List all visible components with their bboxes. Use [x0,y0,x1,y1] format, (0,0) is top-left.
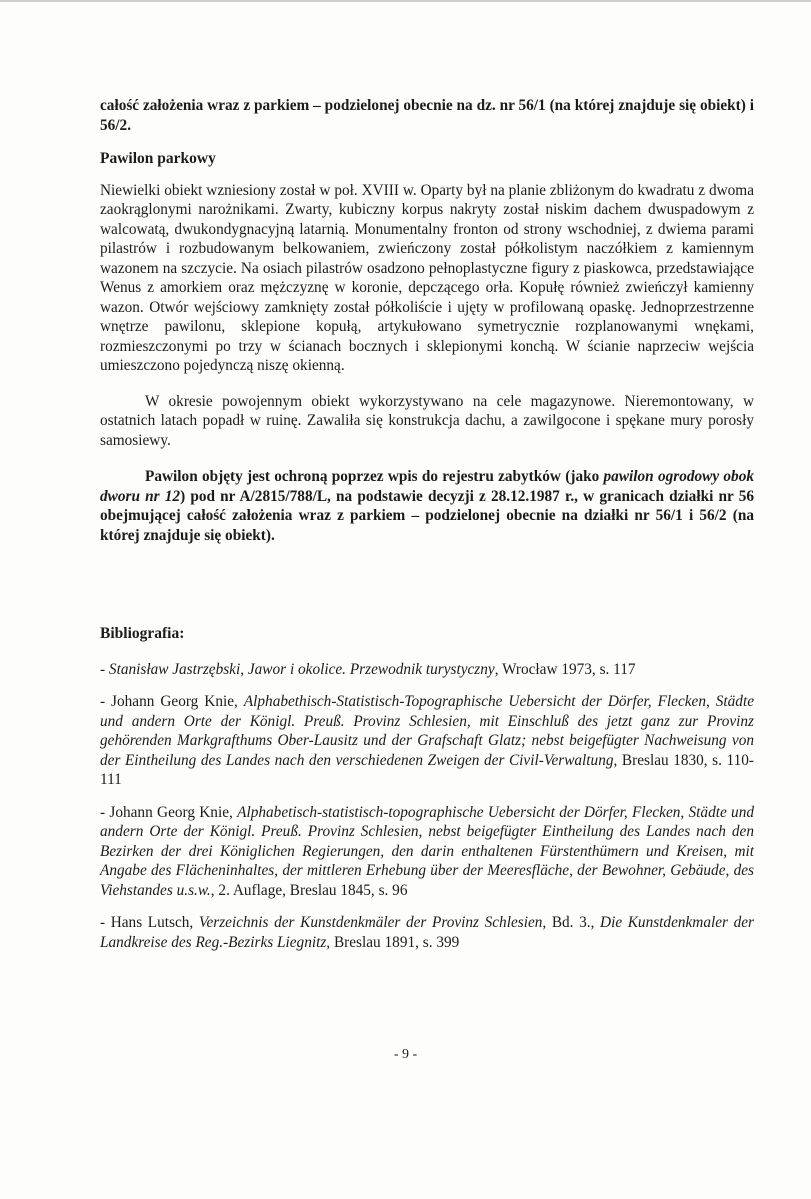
protection-paragraph [100,467,754,545]
bib-entry-prefix: - [100,660,109,678]
bib-entry-suffix: , Wrocław 1973, s. 117 [494,660,636,678]
intro-paragraph: całość założenia wraz z parkiem – podzielonej obecnie na dz. nr 56/1 (na której znajduje się obiekt) i 56/2. [100,97,754,134]
bib-entry-title: Stanisław Jastrzębski, Jawor i okolice. Przewodnik turystyczny [108,660,495,678]
page-top-edge [0,0,811,2]
bibliography-title: Bibliografia: [100,625,185,642]
bibliography-list [100,660,754,953]
postwar-paragraph: W okresie powojennym obiekt wykorzystywano na cele magazynowe. Nieremontowany, w ostatnich latach popadł w ruinę. Zawaliła się konstrukcja dachu, a zawilgocone i spękane mury porosły samosiewy. [100,392,754,449]
bib-entry-suffix: Breslau 1891, s. 399 [330,933,460,951]
description-paragraph: Niewielki obiekt wzniesiony został w poł. XVIII w. Oparty był na planie zbliżonym do kwadratu z dwoma zaokrąglonymi narożnikami. Zwarty, kubiczny korpus nakryty został niskim dachem dwuspadowym z walcowatą, dwukondygnacyjną latarnią. Monumentalny fronton od strony wschodniej, z dwiema parami pilastrów i rozbudowanym belkowaniem, zwieńczony został półkolistym naczółkiem z kamiennym wazonem na szczycie. Na osiach pilastrów osadzono pełnoplastyczne figury z piaskowca, przedstawiające Wenus z amorkiem oraz mężczyznę w koronie, depczącego orła. Kopułę również zwieńczył kamienny wazon. Otwór wejściowy zamknięty został półkoliście i ujęty w profilowaną opaskę. Jednoprzestrzenne wnętrze pawilonu, sklepione kopułą, artykułowano symetrycznie rozplanowanymi wnękami, rozmieszczonymi po trzy w ścianach bocznych i sklepionymi konchą. W ścianie naprzeciw wejścia umieszczono pojedynczą niszę okienną. [100,181,754,374]
bib-entry-title: Alphabethisch-Statistisch-Topographische Uebersicht der Dörfer, Flecken, Städte und andern Orte der Königl. Preuß. Provinz Schlesien, mit Einschluß des jetzt ganz zur Provinz gehörenden Markgrafthums Ober-Lausitz und der Grafschaft Glatz; nebst beigefügter Nachweisung von der Eintheilung des Landes nach den verschiedenen Zweigen der Civil-Verwaltung [100,693,754,769]
bib-entry-prefix: - Johann Georg Knie, [100,693,244,710]
bib-entry-title: Alphabetisch-statistisch-topographische Uebersicht der Dörfer, Flecken, Städte und andern Orte der Königl. Preuß. Provinz Schlesien, nebst beigefügter Eintheilung des Landes nach den Bezirken der drei Königlichen Regierungen, den darin enthaltenen Fürstenthümern und Kreisen, mit Angabe des Flächeninhaltes, der mittleren Erhebung über der Meeresfläche, der Bewohner, Gebäude, des Viehstandes u.s.w. [100,803,754,899]
bib-entry-suffix: , Breslau 1830, s. 110-111 [100,751,754,788]
bibliography-entry [100,803,754,901]
protection-text-part2: ) pod nr A/2815/788/L, na podstawie decyzji z 28.12.1987 r., w granicach działki nr 56 obejmującej całość założenia wraz z parkiem – podzielonej obecnie na działki nr 56/1 i 56/2 (na której znajduje się obiekt). [100,487,754,544]
bib-entry-title: Verzeichnis der Kunstdenkmäler der Provinz Schlesien, [198,914,547,931]
bib-entry-suffix: , 2. Auflage, Breslau 1845, s. 96 [210,881,408,899]
bibliography-entry [100,660,754,680]
page-number: - 9 - [393,1047,418,1062]
page-content [100,96,754,965]
bib-entry-prefix: - Hans Lutsch, [100,914,199,931]
protection-text-italic: pawilon ogrodowy obok dworu nr 12 [100,468,754,505]
bib-entry-middle: Bd. 3., [546,914,601,931]
bib-entry-title-2: Die Kunstdenkmaler der Landkreise des Reg.-Bezirks Liegnitz, [100,914,754,951]
protection-text-part1: Pawilon objęty jest ochroną poprzez wpis do rejestru zabytków (jako [145,468,604,485]
bibliography-entry [100,913,754,952]
section-heading: Pawilon parkowy [100,150,216,167]
bib-entry-prefix: - Johann Georg Knie, [100,803,238,821]
bibliography-entry [100,692,754,790]
